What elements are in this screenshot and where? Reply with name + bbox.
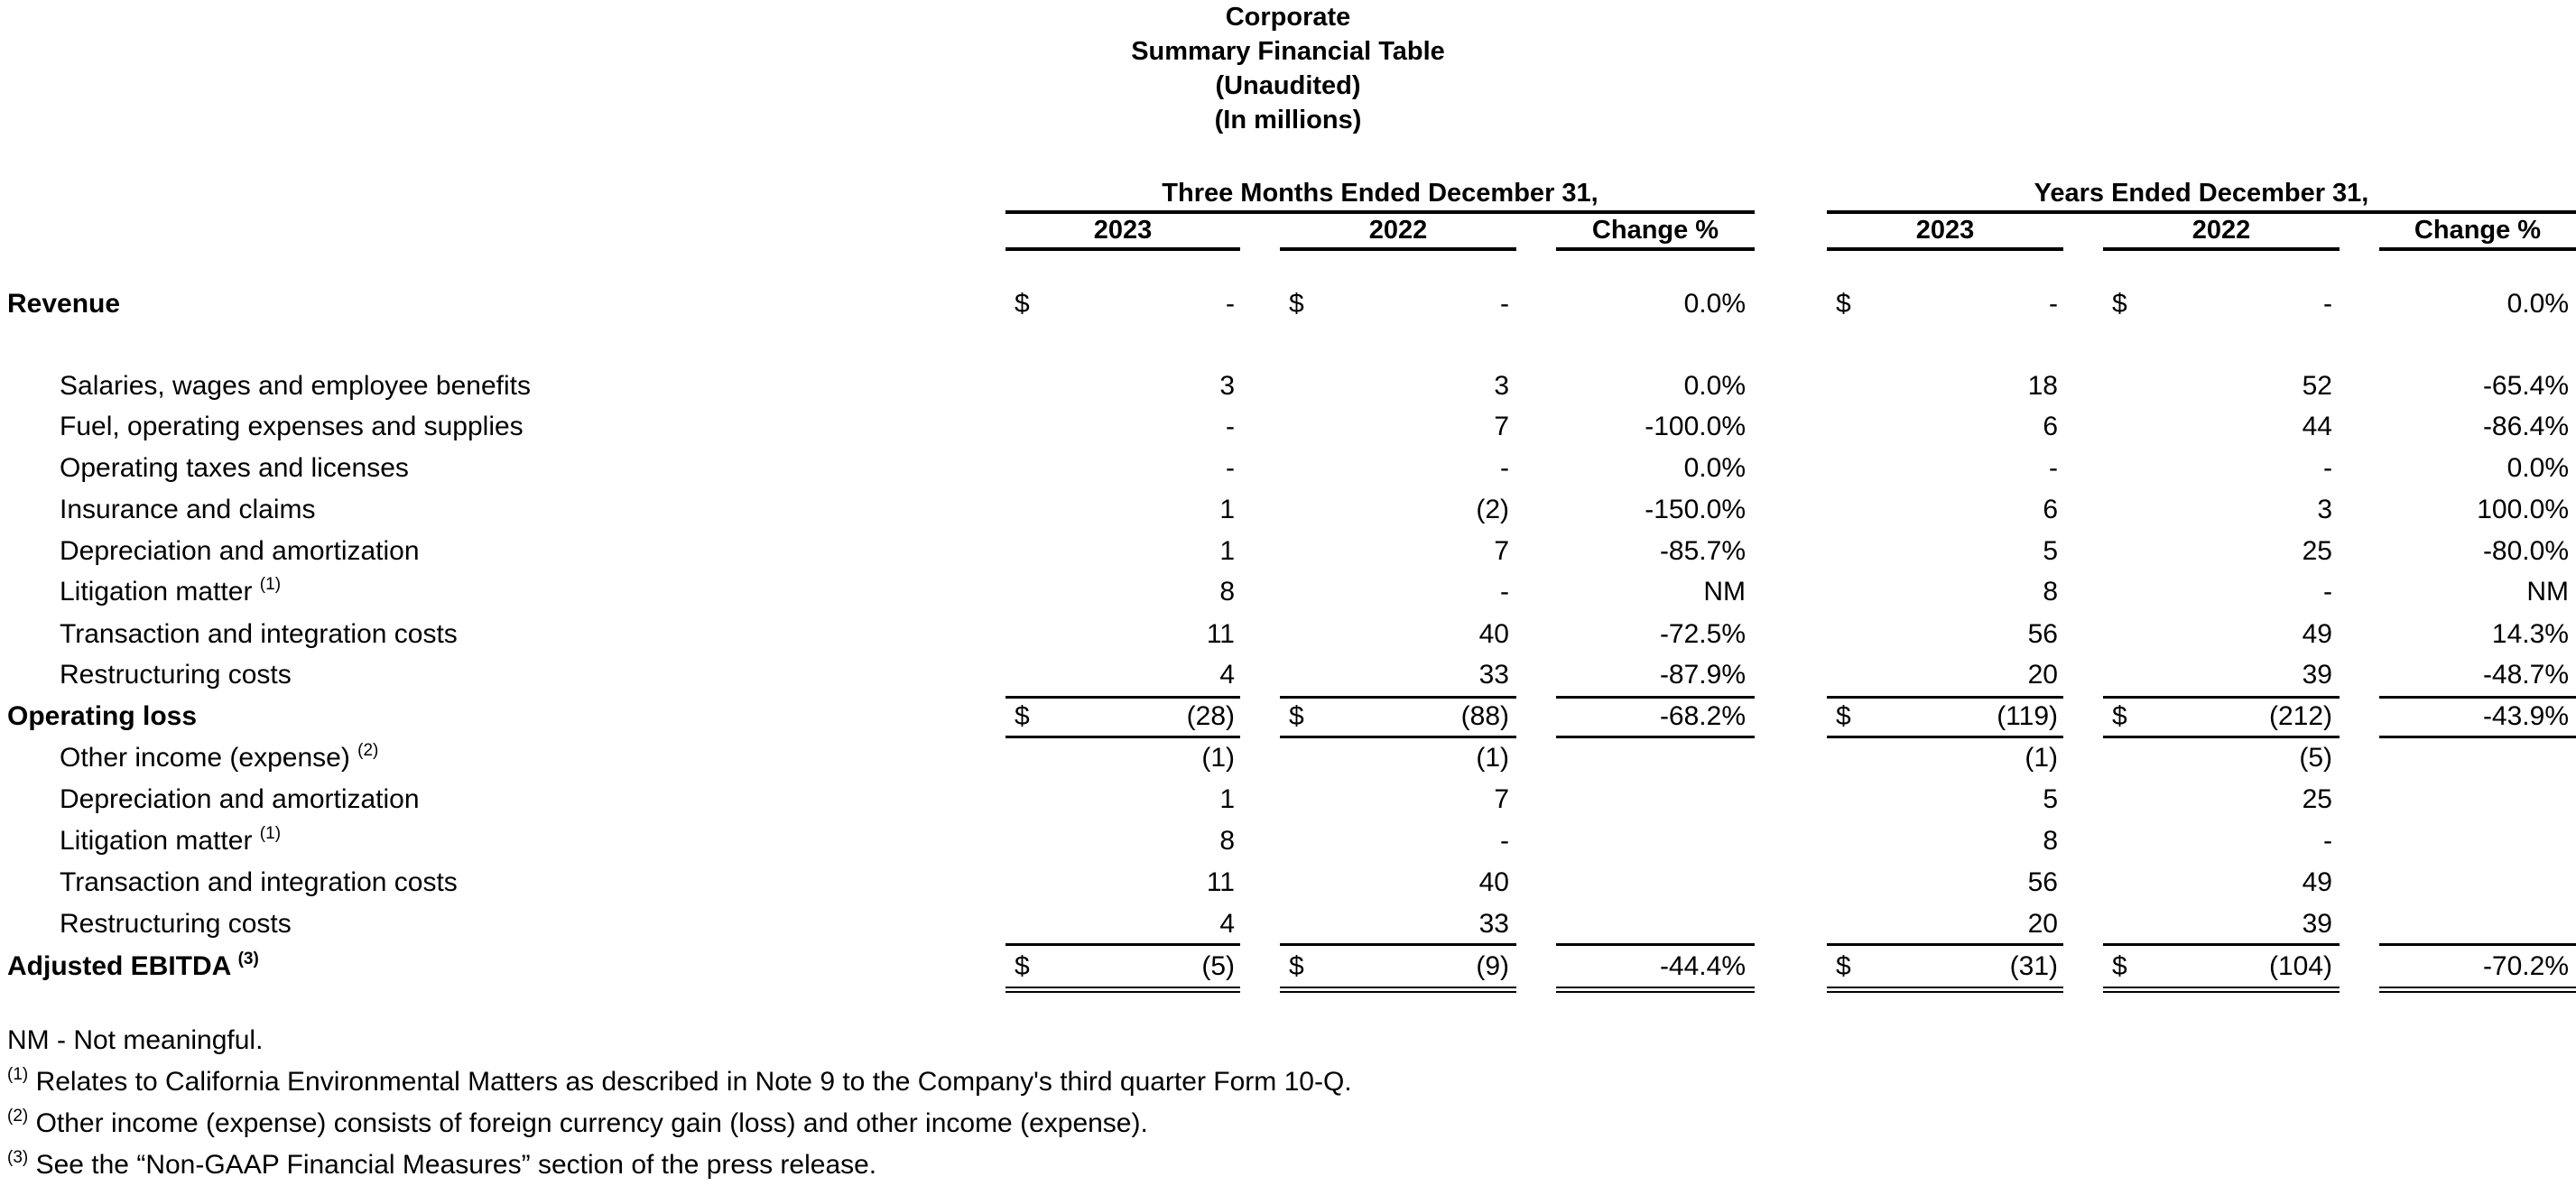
subtotal-rule (2103, 696, 2340, 699)
cell-q2023: 11 (1206, 619, 1235, 649)
cell-qchg: NM (1703, 577, 1746, 607)
cell-q2022: 7 (1494, 784, 1509, 814)
cell-y2023: 5 (2043, 536, 2058, 566)
cell-q2022: (2) (1476, 495, 1509, 524)
cell-y2022: (5) (2299, 743, 2332, 773)
row-label-text: Insurance and claims (60, 495, 316, 524)
row-label-text: Transaction and integration costs (60, 619, 458, 649)
cell-y2023: 6 (2043, 495, 2058, 524)
subtotal-rule (1280, 736, 1516, 738)
cell-qchg: 0.0% (1683, 289, 1746, 319)
cell-q2023: - (1226, 289, 1235, 319)
cell-y2023: (119) (1997, 701, 2058, 731)
footnote-2-text: Other income (expense) consists of foreign currency gain (loss) and other income (expense). (35, 1108, 1148, 1138)
cell-y2023: 8 (2043, 577, 2058, 607)
cell-qchg: -100.0% (1645, 412, 1746, 441)
header-q-change: Change % (1556, 213, 1755, 251)
cell-q2023: - (1226, 412, 1235, 441)
cell-y2022: (212) (2268, 701, 2332, 731)
cell-y2023: 8 (2043, 826, 2058, 856)
cell-ychg (2379, 737, 2569, 779)
cell-ychg: -43.9% (2482, 701, 2569, 731)
table-row (0, 737, 2576, 779)
cell-y2023: (31) (2009, 951, 2058, 981)
cell-qchg (1556, 862, 1746, 903)
title-line-1: Corporate (1225, 3, 1351, 32)
dollar-sign: $ (1836, 289, 1851, 319)
dollar-sign: $ (1289, 701, 1304, 731)
cell-q2022: 40 (1478, 867, 1509, 897)
row-label (60, 448, 409, 489)
subtotal-rule (1556, 943, 1755, 946)
cell-q2022: 3 (1494, 371, 1509, 401)
total-double-rule (2379, 987, 2576, 993)
table-row (0, 654, 2576, 696)
row-label-text: Litigation matter (60, 577, 253, 607)
cell-q2023: (5) (1201, 951, 1235, 981)
cell-y2023: 56 (2027, 867, 2058, 897)
header-y-2022: 2022 (2103, 213, 2340, 251)
row-label-text: Restructuring costs (60, 660, 292, 690)
dollar-sign: $ (1289, 289, 1304, 319)
row-label (60, 779, 420, 820)
table-row (0, 862, 2576, 903)
total-double-rule (1280, 987, 1516, 993)
cell-q2022: (88) (1460, 701, 1509, 731)
cell-y2023: 18 (2027, 371, 2058, 401)
row-label-text: Adjusted EBITDA (7, 951, 231, 981)
table-row (0, 283, 2576, 325)
cell-q2022: (1) (1476, 743, 1509, 773)
cell-qchg (1556, 779, 1746, 820)
total-double-rule (1556, 987, 1755, 993)
footnote-marker: (1) (259, 575, 282, 594)
subtotal-rule (2103, 943, 2340, 946)
cell-q2023: (1) (1201, 743, 1235, 773)
row-label-text: Other income (expense) (60, 743, 350, 773)
cell-y2023: 20 (2027, 660, 2058, 690)
footnote-nm: NM - Not meaningful. (7, 1025, 264, 1055)
cell-q2023: 3 (1219, 371, 1235, 401)
table-row (0, 531, 2576, 572)
cell-ychg (2379, 903, 2569, 945)
row-label-text: Transaction and integration costs (60, 867, 458, 897)
cell-q2022: 33 (1478, 909, 1509, 939)
cell-qchg: 0.0% (1683, 371, 1746, 401)
subtotal-rule (2379, 943, 2576, 946)
subtotal-rule (1556, 736, 1755, 738)
subtotal-rule (1556, 696, 1755, 699)
subtotal-rule (1280, 943, 1516, 946)
cell-qchg: -72.5% (1659, 619, 1746, 649)
row-label (60, 820, 281, 862)
dollar-sign: $ (1015, 701, 1030, 731)
row-label-text: Operating loss (7, 701, 198, 731)
header-q-2022: 2022 (1280, 213, 1516, 251)
footnote-marker: (2) (357, 741, 379, 760)
header-q-2023: 2023 (1005, 213, 1240, 251)
row-label (7, 696, 197, 737)
footnote-1 (7, 1061, 1352, 1103)
cell-ychg: -80.0% (2482, 536, 2569, 566)
table-row (0, 614, 2576, 655)
cell-qchg: 0.0% (1683, 453, 1746, 483)
row-label-text: Revenue (7, 289, 121, 319)
cell-q2022: - (1500, 577, 1509, 607)
table-row (0, 448, 2576, 489)
cell-q2023: (28) (1186, 701, 1235, 731)
footnote-3-mark: (3) (7, 1148, 29, 1167)
header-group-three-months: Three Months Ended December 31, (1005, 176, 1755, 214)
table-row (0, 946, 2576, 987)
cell-q2022: 7 (1494, 536, 1509, 566)
header-y-change: Change % (2379, 213, 2576, 251)
cell-y2023: 20 (2027, 909, 2058, 939)
row-label (7, 283, 120, 325)
title-line-3: (Unaudited) (1215, 71, 1361, 100)
cell-ychg (2379, 779, 2569, 820)
table-row (0, 696, 2576, 737)
cell-q2023: 4 (1219, 660, 1235, 690)
header-group-years: Years Ended December 31, (1827, 176, 2576, 214)
footnote-2 (7, 1103, 1352, 1144)
cell-y2022: - (2323, 826, 2332, 856)
cell-qchg: -44.4% (1659, 951, 1746, 981)
table-row (0, 489, 2576, 531)
dollar-sign: $ (1836, 951, 1851, 981)
cell-q2023: 8 (1219, 826, 1235, 856)
cell-qchg: -87.9% (1659, 660, 1746, 690)
dollar-sign: $ (1015, 289, 1030, 319)
cell-y2022: - (2323, 289, 2332, 319)
subtotal-rule (1005, 696, 1240, 699)
cell-q2022: - (1500, 289, 1509, 319)
cell-q2023: - (1226, 453, 1235, 483)
cell-y2022: - (2323, 453, 2332, 483)
cell-y2023: 56 (2027, 619, 2058, 649)
cell-y2022: 39 (2302, 909, 2332, 939)
cell-qchg: -85.7% (1659, 536, 1746, 566)
cell-ychg (2379, 862, 2569, 903)
cell-qchg: -68.2% (1659, 701, 1746, 731)
row-label (7, 946, 259, 987)
footnote-2-mark: (2) (7, 1107, 29, 1126)
total-double-rule (1827, 987, 2063, 993)
row-label (60, 654, 292, 696)
dollar-sign: $ (1289, 951, 1304, 981)
row-label-text: Fuel, operating expenses and supplies (60, 412, 524, 441)
cell-q2023: 1 (1219, 784, 1235, 814)
table-row (0, 903, 2576, 945)
cell-qchg (1556, 820, 1746, 862)
header-y-2023: 2023 (1827, 213, 2063, 251)
cell-y2022: 39 (2302, 660, 2332, 690)
cell-y2022: 49 (2302, 867, 2332, 897)
cell-y2022: (104) (2268, 951, 2332, 981)
table-row (0, 820, 2576, 862)
cell-y2022: 25 (2302, 784, 2332, 814)
total-double-rule (1005, 987, 1240, 993)
footnotes (7, 1020, 1352, 1186)
row-label-text: Salaries, wages and employee benefits (60, 371, 531, 401)
cell-q2023: 1 (1219, 495, 1235, 524)
cell-y2023: - (2049, 289, 2058, 319)
subtotal-rule (1005, 943, 1240, 946)
cell-ychg: NM (2526, 577, 2569, 607)
dollar-sign: $ (1015, 951, 1030, 981)
cell-y2023: 6 (2043, 412, 2058, 441)
dollar-sign: $ (2112, 951, 2127, 981)
cell-qchg: -150.0% (1645, 495, 1746, 524)
cell-q2023: 11 (1206, 867, 1235, 897)
cell-ychg: 0.0% (2507, 453, 2569, 483)
dollar-sign: $ (1836, 701, 1851, 731)
row-label-text: Depreciation and amortization (60, 536, 420, 566)
cell-y2022: 25 (2302, 536, 2332, 566)
subtotal-rule (1280, 696, 1516, 699)
subtotal-rule (1005, 736, 1240, 738)
cell-q2023: 1 (1219, 536, 1235, 566)
cell-y2022: 52 (2302, 371, 2332, 401)
cell-ychg: -86.4% (2482, 412, 2569, 441)
cell-ychg (2379, 820, 2569, 862)
footnote-3 (7, 1144, 1352, 1186)
cell-y2023: - (2049, 453, 2058, 483)
row-label (60, 737, 378, 779)
cell-q2022: 7 (1494, 412, 1509, 441)
cell-y2022: 49 (2302, 619, 2332, 649)
cell-qchg (1556, 903, 1746, 945)
cell-qchg (1556, 737, 1746, 779)
footnote-1-text: Relates to California Environmental Matters as described in Note 9 to the Company's third quarter Form 10-Q. (35, 1067, 1352, 1097)
cell-q2023: 4 (1219, 909, 1235, 939)
table-row (0, 366, 2576, 407)
row-label (60, 862, 458, 903)
cell-ychg: 100.0% (2477, 495, 2569, 524)
cell-ychg: -70.2% (2482, 951, 2569, 981)
total-double-rule (2103, 987, 2340, 993)
cell-ychg: -48.7% (2482, 660, 2569, 690)
cell-ychg: 0.0% (2507, 289, 2569, 319)
cell-y2023: (1) (2025, 743, 2058, 773)
table-row (0, 779, 2576, 820)
footnote-3-text: See the “Non-GAAP Financial Measures” section of the press release. (35, 1150, 877, 1180)
cell-q2022: - (1500, 453, 1509, 483)
cell-q2023: 8 (1219, 577, 1235, 607)
cell-q2022: (9) (1476, 951, 1509, 981)
title-line-4: (In millions) (1214, 106, 1362, 134)
cell-q2022: 33 (1478, 660, 1509, 690)
footnote-marker: (1) (259, 824, 282, 843)
row-label (60, 406, 524, 448)
footnote-1-mark: (1) (7, 1065, 29, 1084)
row-label-text: Litigation matter (60, 826, 253, 856)
cell-y2023: 5 (2043, 784, 2058, 814)
cell-q2022: 40 (1478, 619, 1509, 649)
row-label-text: Depreciation and amortization (60, 784, 420, 814)
row-label-text: Restructuring costs (60, 909, 292, 939)
dollar-sign: $ (2112, 701, 2127, 731)
cell-q2022: - (1500, 826, 1509, 856)
subtotal-rule (2379, 736, 2576, 738)
subtotal-rule (2379, 696, 2576, 699)
cell-ychg: 14.3% (2491, 619, 2569, 649)
row-label (60, 366, 531, 407)
footnote-marker: (3) (237, 950, 259, 968)
row-label (60, 614, 458, 655)
row-label (60, 903, 292, 945)
subtotal-rule (2103, 736, 2340, 738)
row-label (60, 531, 420, 572)
subtotal-rule (1827, 943, 2063, 946)
table-row (0, 571, 2576, 613)
cell-ychg: -65.4% (2482, 371, 2569, 401)
row-label-text: Operating taxes and licenses (60, 453, 409, 483)
row-label (60, 571, 281, 613)
title-line-2: Summary Financial Table (1131, 37, 1445, 66)
cell-y2022: 44 (2302, 412, 2332, 441)
subtotal-rule (1827, 696, 2063, 699)
cell-y2022: - (2323, 577, 2332, 607)
row-label (60, 489, 315, 531)
dollar-sign: $ (2112, 289, 2127, 319)
table-row (0, 406, 2576, 448)
subtotal-rule (1827, 736, 2063, 738)
report-title (0, 0, 2576, 137)
cell-y2022: 3 (2317, 495, 2332, 524)
